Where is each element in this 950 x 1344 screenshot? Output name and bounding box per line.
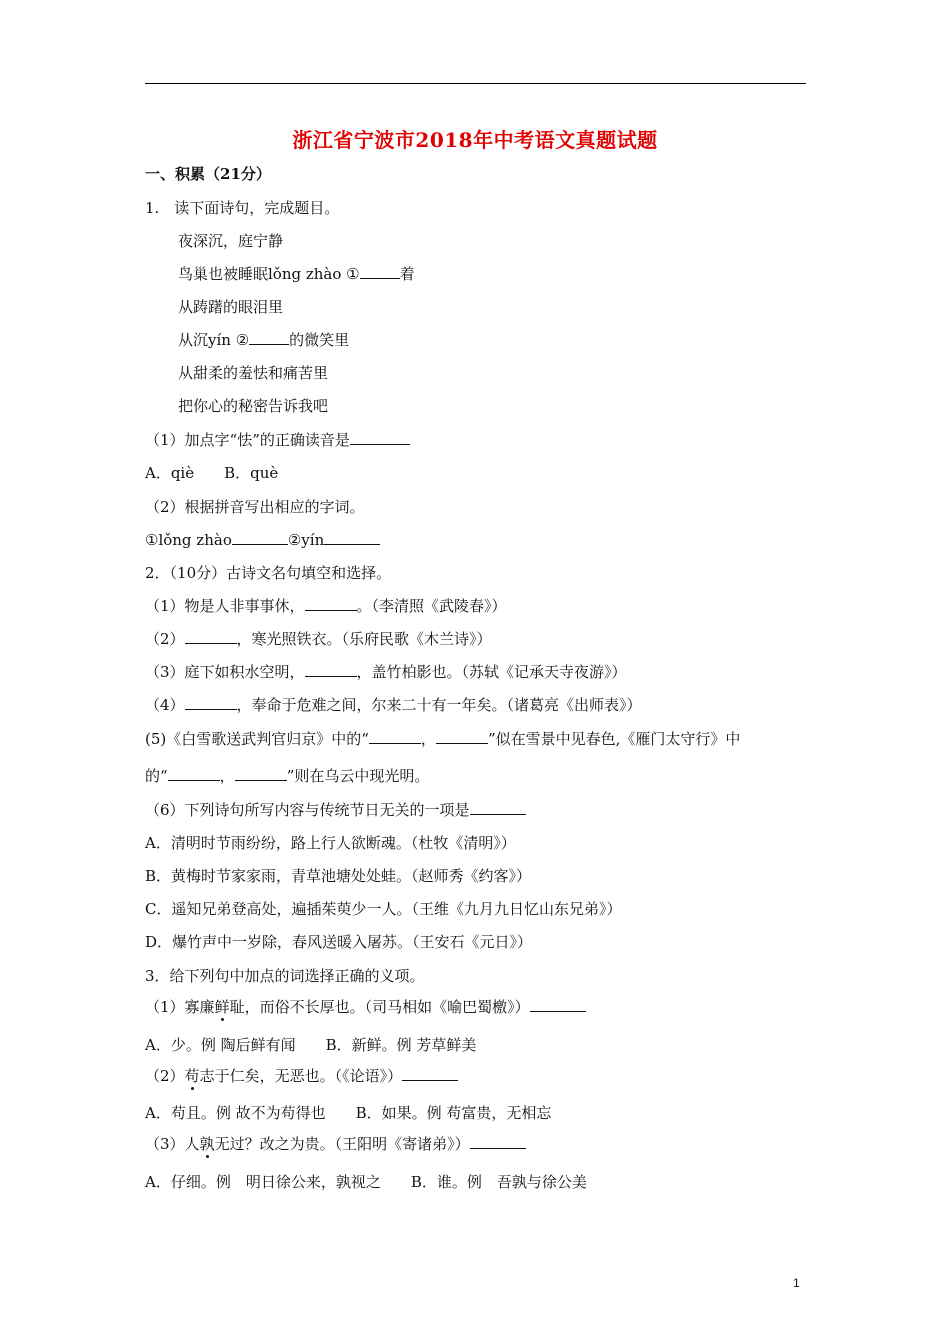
- q3-item-3: （3）人孰无过？改之为贵。（王阳明《寄诸弟》）: [145, 1134, 526, 1154]
- q2-option-d: D．爆竹声中一岁除，春风送暖入屠苏。（王安石《元日》）: [145, 933, 533, 951]
- q1-sub2: （2）根据拼音写出相应的字词。: [145, 498, 365, 516]
- q2-stem: 2．（10分）古诗文名句填空和选择。: [145, 564, 392, 582]
- q2-option-a: A．清明时节雨纷纷，路上行人欲断魂。（杜牧《清明》）: [145, 834, 516, 852]
- answer-blank[interactable]: [470, 800, 526, 815]
- answer-blank[interactable]: [185, 695, 237, 710]
- dotted-word: 苟: [184, 1067, 200, 1085]
- q2-option-c: C．遥知兄弟登高处，遍插茱萸少一人。（王维《九月九日忆山东兄弟》）: [145, 900, 622, 918]
- dotted-word: 孰: [199, 1135, 215, 1153]
- answer-blank[interactable]: [305, 596, 357, 611]
- answer-blank[interactable]: [350, 430, 410, 445]
- answer-blank[interactable]: [235, 766, 287, 781]
- blank-2[interactable]: [249, 330, 289, 345]
- answer-blank[interactable]: [530, 997, 586, 1012]
- q1-sub1: （1）加点字“怯”的正确读音是: [145, 430, 410, 450]
- q2-item-1: （1）物是人非事事休， 。（李清照《武陵春》）: [145, 597, 507, 615]
- poem-line-1: 夜深沉，庭宁静: [178, 232, 284, 250]
- answer-blank[interactable]: [369, 729, 421, 744]
- q2-item-5: (5)《白雪歌送武判官归京》中的“ ， ”似在雪景中见春色,《雁门太守行》中: [145, 730, 741, 748]
- poem-line-5: 从甜柔的羞怯和痛苦里: [178, 364, 329, 382]
- dotted-word: 鲜: [214, 998, 230, 1016]
- q1-sub2-answers: ①lǒng zhào ②yín: [145, 530, 380, 550]
- poem-line-6: 把你心的秘密告诉我吧: [178, 397, 329, 415]
- answer-blank[interactable]: [185, 629, 237, 644]
- header-rule: [145, 83, 806, 84]
- q2-item-4: （4） ，奉命于危难之间，尔来二十有一年矣。（诸葛亮《出师表》）: [145, 696, 642, 714]
- q3-stem: 3．给下列句中加点的词选择正确的义项。: [145, 967, 425, 985]
- q3-item-1-options: A．少。例 陶后鲜有闻 B．新鲜。例 芳草鲜美: [145, 1036, 477, 1054]
- answer-blank[interactable]: [470, 1134, 526, 1149]
- q1-stem: 1. 读下面诗句，完成题目。: [145, 199, 340, 217]
- answer-blank[interactable]: [436, 729, 488, 744]
- poem-line-4: 从沉yín ② 的微笑里: [178, 331, 350, 349]
- q3-item-2: （2）苟志于仁矣，无恶也。（《论语》）: [145, 1066, 458, 1086]
- q2-item-5-cont: 的“ ， ”则在乌云中现光明。: [145, 767, 430, 785]
- q3-item-2-options: A．苟且。例 故不为苟得也 B．如果。例 苟富贵，无相忘: [145, 1104, 552, 1122]
- poem-line-3: 从踌躇的眼泪里: [178, 298, 284, 316]
- q2-item-2: （2） ，寒光照铁衣。（乐府民歌《木兰诗》）: [145, 630, 492, 648]
- q3-item-1: （1）寡廉鲜耻，而俗不长厚也。（司马相如《喻巴蜀檄》）: [145, 997, 586, 1017]
- q2-option-b: B．黄梅时节家家雨，青草池塘处处蛙。（赵师秀《约客》）: [145, 867, 532, 885]
- answer-blank[interactable]: [402, 1066, 458, 1081]
- page-number: 1: [793, 1276, 800, 1290]
- q3-item-3-options: A．仔细。例 明日徐公来，孰视之 B．谁。例 吾孰与徐公美: [145, 1173, 587, 1191]
- answer-blank[interactable]: [324, 530, 380, 545]
- q2-item-6: （6）下列诗句所写内容与传统节日无关的一项是: [145, 800, 526, 820]
- answer-blank[interactable]: [232, 530, 288, 545]
- q2-item-3: （3）庭下如积水空明， ，盖竹柏影也。（苏轼《记承天寺夜游》）: [145, 663, 627, 681]
- answer-blank[interactable]: [305, 662, 357, 677]
- answer-blank[interactable]: [168, 766, 220, 781]
- section-heading: 一、积累（21分）: [145, 165, 271, 183]
- page-title: 浙江省宁波市2018年中考语文真题试题: [292, 128, 658, 152]
- poem-line-2: 鸟巢也被睡眠lǒng zhào ① 着: [178, 265, 415, 283]
- q1-sub1-options: A．qiè B．què: [145, 464, 279, 482]
- blank-1[interactable]: [360, 264, 400, 279]
